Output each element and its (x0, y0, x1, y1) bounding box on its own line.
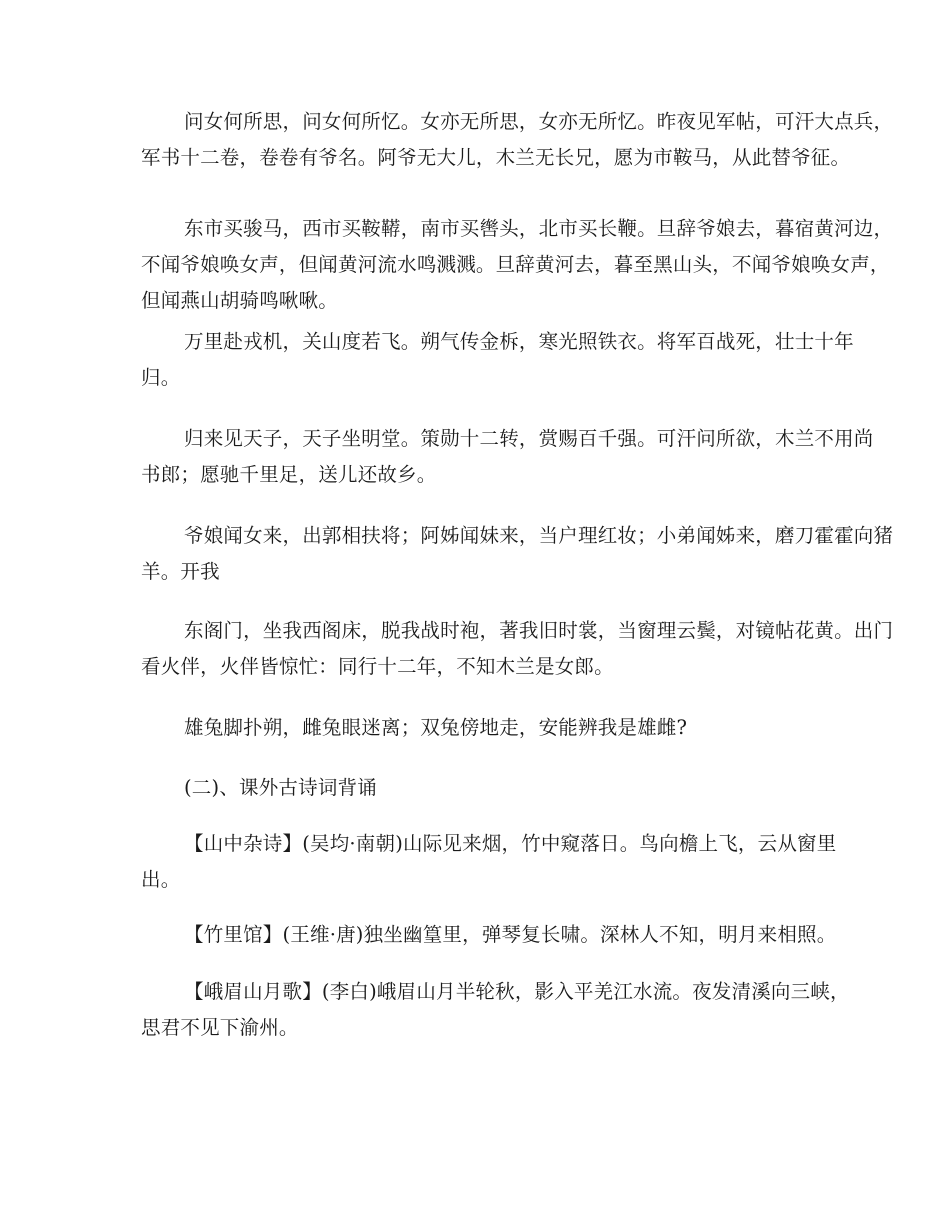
text-line: 羊。开我 (141, 560, 220, 583)
paragraph-mulan-3 (141, 324, 854, 396)
paragraph-mulan-7 (141, 710, 831, 746)
paragraph-mulan-5 (141, 518, 894, 590)
text-line: 军书十二卷，卷卷有爷名。阿爷无大儿，木兰无长兄，愿为市鞍马，从此替爷征。 (141, 146, 851, 169)
text-line: 问女何所思，问女何所忆。女亦无所思，女亦无所忆。昨夜见军帖，可汗大点兵， (184, 110, 894, 133)
paragraph-mulan-1 (141, 104, 894, 176)
text-line: 【峨眉山月歌】(李白)峨眉山月半轮秋，影入平羌江水流。夜发清溪向三峡， (184, 980, 850, 1003)
text-line: 归。 (141, 366, 181, 389)
text-line: 看火伴，火伴皆惊忙：同行十二年，不知木兰是女郎。 (141, 655, 614, 678)
text-line: 万里赴戎机，关山度若飞。朔气传金柝，寒光照铁衣。将军百战死，壮士十年 (184, 330, 854, 353)
text-line: 不闻爷娘唤女声，但闻黄河流水鸣溅溅。旦辞黄河去，暮至黑山头，不闻爷娘唤女声， (141, 253, 890, 276)
text-line: 归来见天子，天子坐明堂。策勋十二转，赏赐百千强。可汗问所欲，木兰不用尚 (184, 427, 874, 450)
poem-shanzhong-zashi (141, 826, 837, 898)
text-line: 东阁门，坐我西阁床，脱我战时袍，著我旧时裳，当窗理云鬓，对镜帖花黄。出门 (184, 619, 894, 642)
section-title: (二)、课外古诗词背诵 (184, 776, 377, 799)
section-heading (141, 770, 831, 806)
text-line: 【竹里馆】(王维·唐)独坐幽篁里，弹琴复长啸。深林人不知，明月来相照。 (184, 923, 837, 946)
text-line: 但闻燕山胡骑鸣啾啾。 (141, 289, 339, 312)
text-line: 【山中杂诗】(吴均·南朝)山际见来烟，竹中窥落日。鸟向檐上飞，云从窗里 (184, 832, 837, 855)
text-line: 思君不见下渝州。 (141, 1016, 299, 1039)
text-line: 出。 (141, 868, 181, 891)
paragraph-mulan-6 (141, 613, 894, 685)
text-line: 东市买骏马，西市买鞍鞯，南市买辔头，北市买长鞭。旦辞爷娘去，暮宿黄河边， (184, 217, 894, 240)
paragraph-mulan-4 (141, 421, 874, 493)
text-line: 书郎；愿驰千里足，送儿还故乡。 (141, 463, 437, 486)
poem-emei-shan-yue-ge (141, 974, 850, 1046)
poem-zhuli-guan (141, 917, 837, 953)
text-line: 爷娘闻女来，出郭相扶将；阿姊闻妹来，当户理红妆；小弟闻姊来，磨刀霍霍向猪 (184, 524, 894, 547)
text-line: 雄兔脚扑朔，雌兔眼迷离；双兔傍地走，安能辨我是雄雌? (184, 716, 688, 739)
paragraph-mulan-2 (141, 211, 894, 319)
